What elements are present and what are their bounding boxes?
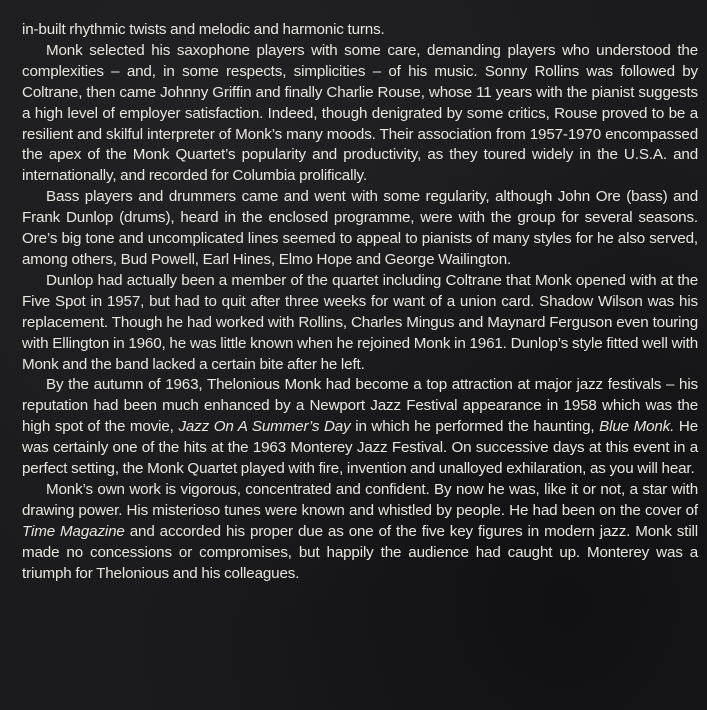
liner-notes-page [22, 20, 698, 584]
paragraph-5-text-b: in which he performed the haunting, [350, 418, 600, 436]
song-title: Blue Monk. [599, 418, 675, 436]
paragraph-2: Monk selected his saxophone players with some care, demanding players who understood the complexities – and, in some respects, simplicities – of his music. Sonny Rollins was followed by Coltrane, then came Johnny Griffin and finally Charlie Rouse, whose 11 years with the pianist suggests a high level of employer satisfaction. Indeed, though denigrated by some critics, Rouse proved to be a resilient and skilful interpreter of Monk’s many moods. Their association from 1957-1970 encompassed the apex of the Monk Quartet’s popularity and productivity, as they toured widely in the U.S.A. and internationally, and recorded for Columbia prolifically. [22, 41, 698, 185]
paragraph-5 [22, 375, 698, 480]
paragraph-6 [22, 480, 698, 585]
movie-title: Jazz On A Summer’s Day [178, 418, 351, 436]
paragraph-3: Bass players and drummers came and went with some regularity, although John Ore (bass) and Frank Dunlop (drums), heard in the enclosed programme, were with the group for several seasons. Ore’s big tone and uncomplicated lines seemed to appeal to pianists of many styles for he also served, among others, Bud Powell, Earl Hines, Elmo Hope and George Wailington. [22, 188, 698, 268]
magazine-title: Time Magazine [22, 522, 125, 540]
paragraph-5-text-a: By the autumn of 1963, Thelonious Monk had become a top attraction at major jazz festivals – his reputation had been much enhanced by a Newport Jazz Festival appearance in 1958 which was the high spot of the movie, [22, 376, 698, 436]
paragraph-6-text-b: and accorded his proper due as one of the five key figures in modern jazz. Monk still made no concessions or compromises, but happily the audience had caught up. Monterey was a triumph for Thelonious and his colleagues. [22, 522, 698, 582]
paragraph-5-text-c: He was certainly one of the hits at the 1963 Monterey Jazz Festival. On successive days at this event in a perfect setting, the Monk Quartet played with fire, invention and unalloyed exhilaration, as you will hear. [22, 418, 698, 478]
paragraph-6-text-a: Monk’s own work is vigorous, concentrated and confident. By now he was, like it or not, a star with drawing power. His misterioso tunes were known and whistled by people. He had been on the cover of [22, 480, 698, 519]
paragraph-4: Dunlop had actually been a member of the quartet including Coltrane that Monk opened with at the Five Spot in 1957, but had to quit after three weeks for want of a union card. Shadow Wilson was his replacement. Though he had worked with Rollins, Charles Mingus and Maynard Ferguson even touring with Ellington in 1960, he was little known when he rejoined Monk in 1961. Dunlop’s style fitted well with Monk and the band lacked a certain bite after he left. [22, 271, 698, 373]
paragraph-1: in-built rhythmic twists and melodic and harmonic turns. [22, 21, 385, 38]
